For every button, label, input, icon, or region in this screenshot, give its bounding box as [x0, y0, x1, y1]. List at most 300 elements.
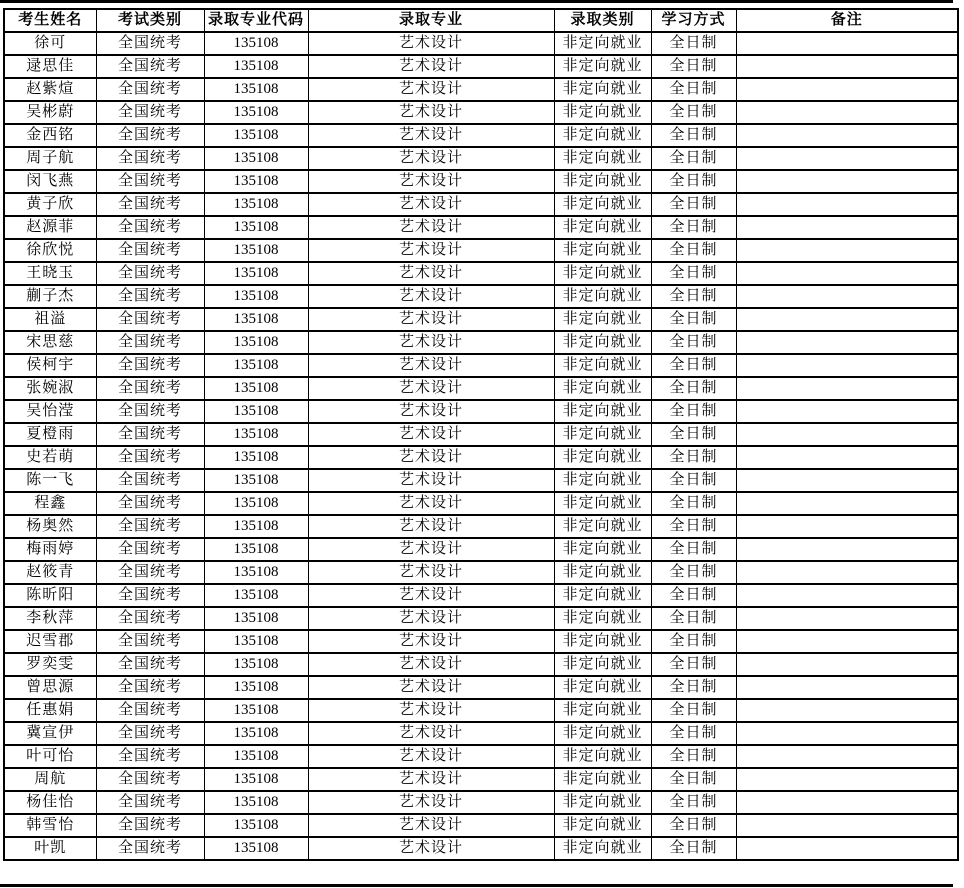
cell-major-code: 135108 — [204, 331, 308, 354]
cell-category: 非定向就业 — [554, 745, 651, 768]
cell-major: 艺术设计 — [308, 584, 554, 607]
cell-note — [736, 768, 958, 791]
table-row — [4, 446, 958, 469]
cell-exam-type: 全国统考 — [96, 515, 204, 538]
cell-candidate-name: 周子航 — [4, 147, 96, 170]
cell-candidate-name: 徐可 — [4, 32, 96, 55]
cell-major-code: 135108 — [204, 699, 308, 722]
cell-note — [736, 331, 958, 354]
cell-note — [736, 124, 958, 147]
table-row — [4, 584, 958, 607]
cell-major-code: 135108 — [204, 101, 308, 124]
cell-study-mode: 全日制 — [651, 55, 736, 78]
cell-major: 艺术设计 — [308, 170, 554, 193]
header-note: 备注 — [736, 9, 958, 32]
cell-study-mode: 全日制 — [651, 722, 736, 745]
cell-study-mode: 全日制 — [651, 239, 736, 262]
cell-major-code: 135108 — [204, 607, 308, 630]
cell-category: 非定向就业 — [554, 446, 651, 469]
cell-candidate-name: 吴彬蔚 — [4, 101, 96, 124]
cell-exam-type: 全国统考 — [96, 262, 204, 285]
cell-candidate-name: 叶凯 — [4, 837, 96, 860]
cell-study-mode: 全日制 — [651, 124, 736, 147]
cell-study-mode: 全日制 — [651, 331, 736, 354]
cell-major-code: 135108 — [204, 653, 308, 676]
cell-major: 艺术设计 — [308, 147, 554, 170]
cell-candidate-name: 杨佳怡 — [4, 791, 96, 814]
table-row — [4, 469, 958, 492]
table-row — [4, 607, 958, 630]
cell-candidate-name: 冀宣伊 — [4, 722, 96, 745]
cell-major-code: 135108 — [204, 124, 308, 147]
cell-note — [736, 814, 958, 837]
table-row — [4, 492, 958, 515]
cell-exam-type: 全国统考 — [96, 239, 204, 262]
cell-study-mode: 全日制 — [651, 170, 736, 193]
cell-exam-type: 全国统考 — [96, 561, 204, 584]
cell-category: 非定向就业 — [554, 193, 651, 216]
cell-major-code: 135108 — [204, 722, 308, 745]
cell-exam-type: 全国统考 — [96, 101, 204, 124]
cell-candidate-name: 梅雨婷 — [4, 538, 96, 561]
cell-major: 艺术设计 — [308, 377, 554, 400]
cell-exam-type: 全国统考 — [96, 584, 204, 607]
cell-major-code: 135108 — [204, 239, 308, 262]
cell-exam-type: 全国统考 — [96, 216, 204, 239]
cell-study-mode: 全日制 — [651, 630, 736, 653]
cell-exam-type: 全国统考 — [96, 170, 204, 193]
cell-note — [736, 377, 958, 400]
cell-note — [736, 538, 958, 561]
cell-study-mode: 全日制 — [651, 193, 736, 216]
cell-major-code: 135108 — [204, 768, 308, 791]
cell-study-mode: 全日制 — [651, 446, 736, 469]
cell-study-mode: 全日制 — [651, 745, 736, 768]
cell-major: 艺术设计 — [308, 538, 554, 561]
cell-major-code: 135108 — [204, 423, 308, 446]
cell-category: 非定向就业 — [554, 492, 651, 515]
cell-note — [736, 423, 958, 446]
cell-note — [736, 32, 958, 55]
cell-candidate-name: 祖溢 — [4, 308, 96, 331]
cell-note — [736, 584, 958, 607]
cell-study-mode: 全日制 — [651, 768, 736, 791]
cell-note — [736, 607, 958, 630]
cell-note — [736, 55, 958, 78]
cell-exam-type: 全国统考 — [96, 78, 204, 101]
cell-note — [736, 515, 958, 538]
table-row — [4, 538, 958, 561]
cell-exam-type: 全国统考 — [96, 745, 204, 768]
table-row — [4, 768, 958, 791]
cell-major-code: 135108 — [204, 561, 308, 584]
cell-major-code: 135108 — [204, 55, 308, 78]
cell-category: 非定向就业 — [554, 561, 651, 584]
header-row — [4, 9, 958, 32]
cell-major: 艺术设计 — [308, 768, 554, 791]
cell-note — [736, 239, 958, 262]
cell-category: 非定向就业 — [554, 262, 651, 285]
table-row — [4, 676, 958, 699]
cell-category: 非定向就业 — [554, 32, 651, 55]
cell-exam-type: 全国统考 — [96, 653, 204, 676]
cell-study-mode: 全日制 — [651, 285, 736, 308]
cell-exam-type: 全国统考 — [96, 354, 204, 377]
cell-candidate-name: 宋思慈 — [4, 331, 96, 354]
cell-major: 艺术设计 — [308, 676, 554, 699]
cell-study-mode: 全日制 — [651, 469, 736, 492]
cell-exam-type: 全国统考 — [96, 193, 204, 216]
cell-major: 艺术设计 — [308, 653, 554, 676]
cell-category: 非定向就业 — [554, 216, 651, 239]
header-exam-type: 考试类别 — [96, 9, 204, 32]
table-row — [4, 423, 958, 446]
table-row — [4, 78, 958, 101]
cell-major: 艺术设计 — [308, 239, 554, 262]
cell-exam-type: 全国统考 — [96, 55, 204, 78]
cell-category: 非定向就业 — [554, 699, 651, 722]
cell-study-mode: 全日制 — [651, 216, 736, 239]
cell-category: 非定向就业 — [554, 124, 651, 147]
header-category: 录取类别 — [554, 9, 651, 32]
cell-major-code: 135108 — [204, 492, 308, 515]
header-major: 录取专业 — [308, 9, 554, 32]
cell-exam-type: 全国统考 — [96, 308, 204, 331]
cell-category: 非定向就业 — [554, 515, 651, 538]
cell-exam-type: 全国统考 — [96, 331, 204, 354]
cell-exam-type: 全国统考 — [96, 377, 204, 400]
cell-note — [736, 630, 958, 653]
cell-major: 艺术设计 — [308, 331, 554, 354]
cell-category: 非定向就业 — [554, 101, 651, 124]
cell-major: 艺术设计 — [308, 55, 554, 78]
cell-note — [736, 469, 958, 492]
cell-candidate-name: 蒯子杰 — [4, 285, 96, 308]
cell-study-mode: 全日制 — [651, 538, 736, 561]
top-rule — [0, 0, 953, 3]
cell-exam-type: 全国统考 — [96, 446, 204, 469]
cell-major: 艺术设计 — [308, 630, 554, 653]
table-row — [4, 262, 958, 285]
cell-major-code: 135108 — [204, 147, 308, 170]
cell-exam-type: 全国统考 — [96, 32, 204, 55]
cell-note — [736, 791, 958, 814]
cell-candidate-name: 赵紫煊 — [4, 78, 96, 101]
cell-study-mode: 全日制 — [651, 837, 736, 860]
cell-candidate-name: 陈昕阳 — [4, 584, 96, 607]
cell-category: 非定向就业 — [554, 239, 651, 262]
header-candidate-name: 考生姓名 — [4, 9, 96, 32]
table-row — [4, 561, 958, 584]
cell-candidate-name: 任惠娟 — [4, 699, 96, 722]
cell-major-code: 135108 — [204, 676, 308, 699]
cell-major: 艺术设计 — [308, 492, 554, 515]
cell-major-code: 135108 — [204, 170, 308, 193]
cell-candidate-name: 逯思佳 — [4, 55, 96, 78]
cell-major-code: 135108 — [204, 308, 308, 331]
cell-category: 非定向就业 — [554, 653, 651, 676]
cell-note — [736, 262, 958, 285]
cell-exam-type: 全国统考 — [96, 814, 204, 837]
cell-major: 艺术设计 — [308, 262, 554, 285]
cell-major: 艺术设计 — [308, 308, 554, 331]
cell-study-mode: 全日制 — [651, 699, 736, 722]
cell-note — [736, 722, 958, 745]
cell-major: 艺术设计 — [308, 400, 554, 423]
cell-major: 艺术设计 — [308, 791, 554, 814]
cell-note — [736, 285, 958, 308]
cell-exam-type: 全国统考 — [96, 722, 204, 745]
table-row — [4, 101, 958, 124]
table-row — [4, 216, 958, 239]
table-row — [4, 32, 958, 55]
cell-candidate-name: 史若萌 — [4, 446, 96, 469]
cell-major: 艺术设计 — [308, 101, 554, 124]
cell-candidate-name: 王晓玉 — [4, 262, 96, 285]
cell-study-mode: 全日制 — [651, 354, 736, 377]
cell-major-code: 135108 — [204, 469, 308, 492]
cell-candidate-name: 赵筱青 — [4, 561, 96, 584]
cell-candidate-name: 金西铭 — [4, 124, 96, 147]
cell-study-mode: 全日制 — [651, 492, 736, 515]
table-row — [4, 55, 958, 78]
table-row — [4, 377, 958, 400]
cell-category: 非定向就业 — [554, 147, 651, 170]
table-row — [4, 239, 958, 262]
admission-table — [3, 8, 959, 861]
cell-major-code: 135108 — [204, 354, 308, 377]
header-major-code: 录取专业代码 — [204, 9, 308, 32]
cell-category: 非定向就业 — [554, 584, 651, 607]
cell-category: 非定向就业 — [554, 308, 651, 331]
table-row — [4, 699, 958, 722]
cell-category: 非定向就业 — [554, 78, 651, 101]
cell-study-mode: 全日制 — [651, 423, 736, 446]
cell-study-mode: 全日制 — [651, 607, 736, 630]
cell-study-mode: 全日制 — [651, 653, 736, 676]
cell-note — [736, 446, 958, 469]
cell-major: 艺术设计 — [308, 446, 554, 469]
table-row — [4, 354, 958, 377]
cell-note — [736, 147, 958, 170]
cell-major-code: 135108 — [204, 285, 308, 308]
cell-study-mode: 全日制 — [651, 400, 736, 423]
cell-category: 非定向就业 — [554, 377, 651, 400]
table-row — [4, 653, 958, 676]
cell-exam-type: 全国统考 — [96, 423, 204, 446]
table-row — [4, 331, 958, 354]
cell-exam-type: 全国统考 — [96, 768, 204, 791]
cell-exam-type: 全国统考 — [96, 676, 204, 699]
cell-candidate-name: 陈一飞 — [4, 469, 96, 492]
cell-major-code: 135108 — [204, 32, 308, 55]
cell-major: 艺术设计 — [308, 699, 554, 722]
cell-exam-type: 全国统考 — [96, 791, 204, 814]
cell-category: 非定向就业 — [554, 285, 651, 308]
cell-study-mode: 全日制 — [651, 377, 736, 400]
cell-major-code: 135108 — [204, 837, 308, 860]
cell-category: 非定向就业 — [554, 676, 651, 699]
cell-exam-type: 全国统考 — [96, 124, 204, 147]
cell-study-mode: 全日制 — [651, 32, 736, 55]
cell-exam-type: 全国统考 — [96, 538, 204, 561]
cell-category: 非定向就业 — [554, 722, 651, 745]
table-row — [4, 124, 958, 147]
cell-category: 非定向就业 — [554, 469, 651, 492]
cell-major: 艺术设计 — [308, 745, 554, 768]
cell-note — [736, 745, 958, 768]
cell-study-mode: 全日制 — [651, 262, 736, 285]
cell-major-code: 135108 — [204, 630, 308, 653]
table-row — [4, 745, 958, 768]
cell-candidate-name: 张婉淑 — [4, 377, 96, 400]
cell-study-mode: 全日制 — [651, 676, 736, 699]
table-row — [4, 193, 958, 216]
cell-major-code: 135108 — [204, 791, 308, 814]
cell-major-code: 135108 — [204, 515, 308, 538]
cell-candidate-name: 杨奥然 — [4, 515, 96, 538]
cell-major-code: 135108 — [204, 538, 308, 561]
cell-study-mode: 全日制 — [651, 147, 736, 170]
cell-major: 艺术设计 — [308, 837, 554, 860]
cell-major-code: 135108 — [204, 446, 308, 469]
cell-major: 艺术设计 — [308, 78, 554, 101]
cell-category: 非定向就业 — [554, 55, 651, 78]
cell-candidate-name: 程鑫 — [4, 492, 96, 515]
cell-category: 非定向就业 — [554, 814, 651, 837]
cell-major: 艺术设计 — [308, 124, 554, 147]
cell-note — [736, 216, 958, 239]
cell-note — [736, 170, 958, 193]
cell-note — [736, 492, 958, 515]
cell-note — [736, 101, 958, 124]
cell-exam-type: 全国统考 — [96, 607, 204, 630]
cell-category: 非定向就业 — [554, 423, 651, 446]
cell-study-mode: 全日制 — [651, 78, 736, 101]
cell-note — [736, 193, 958, 216]
table-row — [4, 837, 958, 860]
cell-major: 艺术设计 — [308, 354, 554, 377]
cell-major: 艺术设计 — [308, 607, 554, 630]
table-row — [4, 147, 958, 170]
cell-exam-type: 全国统考 — [96, 285, 204, 308]
table-row — [4, 722, 958, 745]
cell-candidate-name: 徐欣悦 — [4, 239, 96, 262]
cell-major: 艺术设计 — [308, 814, 554, 837]
cell-note — [736, 837, 958, 860]
cell-note — [736, 653, 958, 676]
cell-candidate-name: 曾思源 — [4, 676, 96, 699]
cell-major: 艺术设计 — [308, 285, 554, 308]
bottom-rule — [0, 884, 953, 887]
table-row — [4, 791, 958, 814]
cell-candidate-name: 罗奕雯 — [4, 653, 96, 676]
cell-candidate-name: 黄子欣 — [4, 193, 96, 216]
cell-major-code: 135108 — [204, 216, 308, 239]
table-header — [4, 9, 958, 32]
cell-major: 艺术设计 — [308, 561, 554, 584]
cell-major: 艺术设计 — [308, 515, 554, 538]
cell-study-mode: 全日制 — [651, 308, 736, 331]
cell-study-mode: 全日制 — [651, 791, 736, 814]
cell-major: 艺术设计 — [308, 216, 554, 239]
cell-category: 非定向就业 — [554, 331, 651, 354]
table-row — [4, 630, 958, 653]
header-study-mode: 学习方式 — [651, 9, 736, 32]
cell-major-code: 135108 — [204, 814, 308, 837]
cell-category: 非定向就业 — [554, 837, 651, 860]
cell-exam-type: 全国统考 — [96, 147, 204, 170]
cell-candidate-name: 李秋萍 — [4, 607, 96, 630]
cell-major-code: 135108 — [204, 400, 308, 423]
cell-candidate-name: 赵源菲 — [4, 216, 96, 239]
cell-category: 非定向就业 — [554, 768, 651, 791]
cell-major-code: 135108 — [204, 193, 308, 216]
cell-category: 非定向就业 — [554, 607, 651, 630]
cell-candidate-name: 侯柯宇 — [4, 354, 96, 377]
cell-exam-type: 全国统考 — [96, 837, 204, 860]
cell-exam-type: 全国统考 — [96, 699, 204, 722]
cell-note — [736, 354, 958, 377]
table-row — [4, 814, 958, 837]
table-row — [4, 400, 958, 423]
cell-note — [736, 561, 958, 584]
cell-major-code: 135108 — [204, 745, 308, 768]
cell-major-code: 135108 — [204, 377, 308, 400]
cell-major: 艺术设计 — [308, 722, 554, 745]
cell-candidate-name: 夏橙雨 — [4, 423, 96, 446]
cell-major-code: 135108 — [204, 78, 308, 101]
cell-study-mode: 全日制 — [651, 561, 736, 584]
cell-study-mode: 全日制 — [651, 515, 736, 538]
cell-exam-type: 全国统考 — [96, 400, 204, 423]
cell-candidate-name: 周航 — [4, 768, 96, 791]
cell-note — [736, 308, 958, 331]
cell-major: 艺术设计 — [308, 423, 554, 446]
cell-category: 非定向就业 — [554, 538, 651, 561]
cell-major-code: 135108 — [204, 584, 308, 607]
cell-study-mode: 全日制 — [651, 814, 736, 837]
cell-note — [736, 78, 958, 101]
cell-category: 非定向就业 — [554, 791, 651, 814]
cell-category: 非定向就业 — [554, 400, 651, 423]
cell-candidate-name: 吴怡滢 — [4, 400, 96, 423]
cell-candidate-name: 叶可怡 — [4, 745, 96, 768]
cell-candidate-name: 迟雪郡 — [4, 630, 96, 653]
cell-exam-type: 全国统考 — [96, 492, 204, 515]
cell-major: 艺术设计 — [308, 193, 554, 216]
cell-candidate-name: 闵飞燕 — [4, 170, 96, 193]
cell-note — [736, 699, 958, 722]
cell-note — [736, 400, 958, 423]
cell-category: 非定向就业 — [554, 170, 651, 193]
table-body — [4, 32, 958, 860]
cell-category: 非定向就业 — [554, 354, 651, 377]
cell-exam-type: 全国统考 — [96, 469, 204, 492]
cell-major: 艺术设计 — [308, 32, 554, 55]
cell-category: 非定向就业 — [554, 630, 651, 653]
table-row — [4, 308, 958, 331]
cell-study-mode: 全日制 — [651, 584, 736, 607]
table-row — [4, 170, 958, 193]
cell-note — [736, 676, 958, 699]
cell-major-code: 135108 — [204, 262, 308, 285]
cell-exam-type: 全国统考 — [96, 630, 204, 653]
table-row — [4, 285, 958, 308]
cell-candidate-name: 韩雪怡 — [4, 814, 96, 837]
table-row — [4, 515, 958, 538]
cell-study-mode: 全日制 — [651, 101, 736, 124]
